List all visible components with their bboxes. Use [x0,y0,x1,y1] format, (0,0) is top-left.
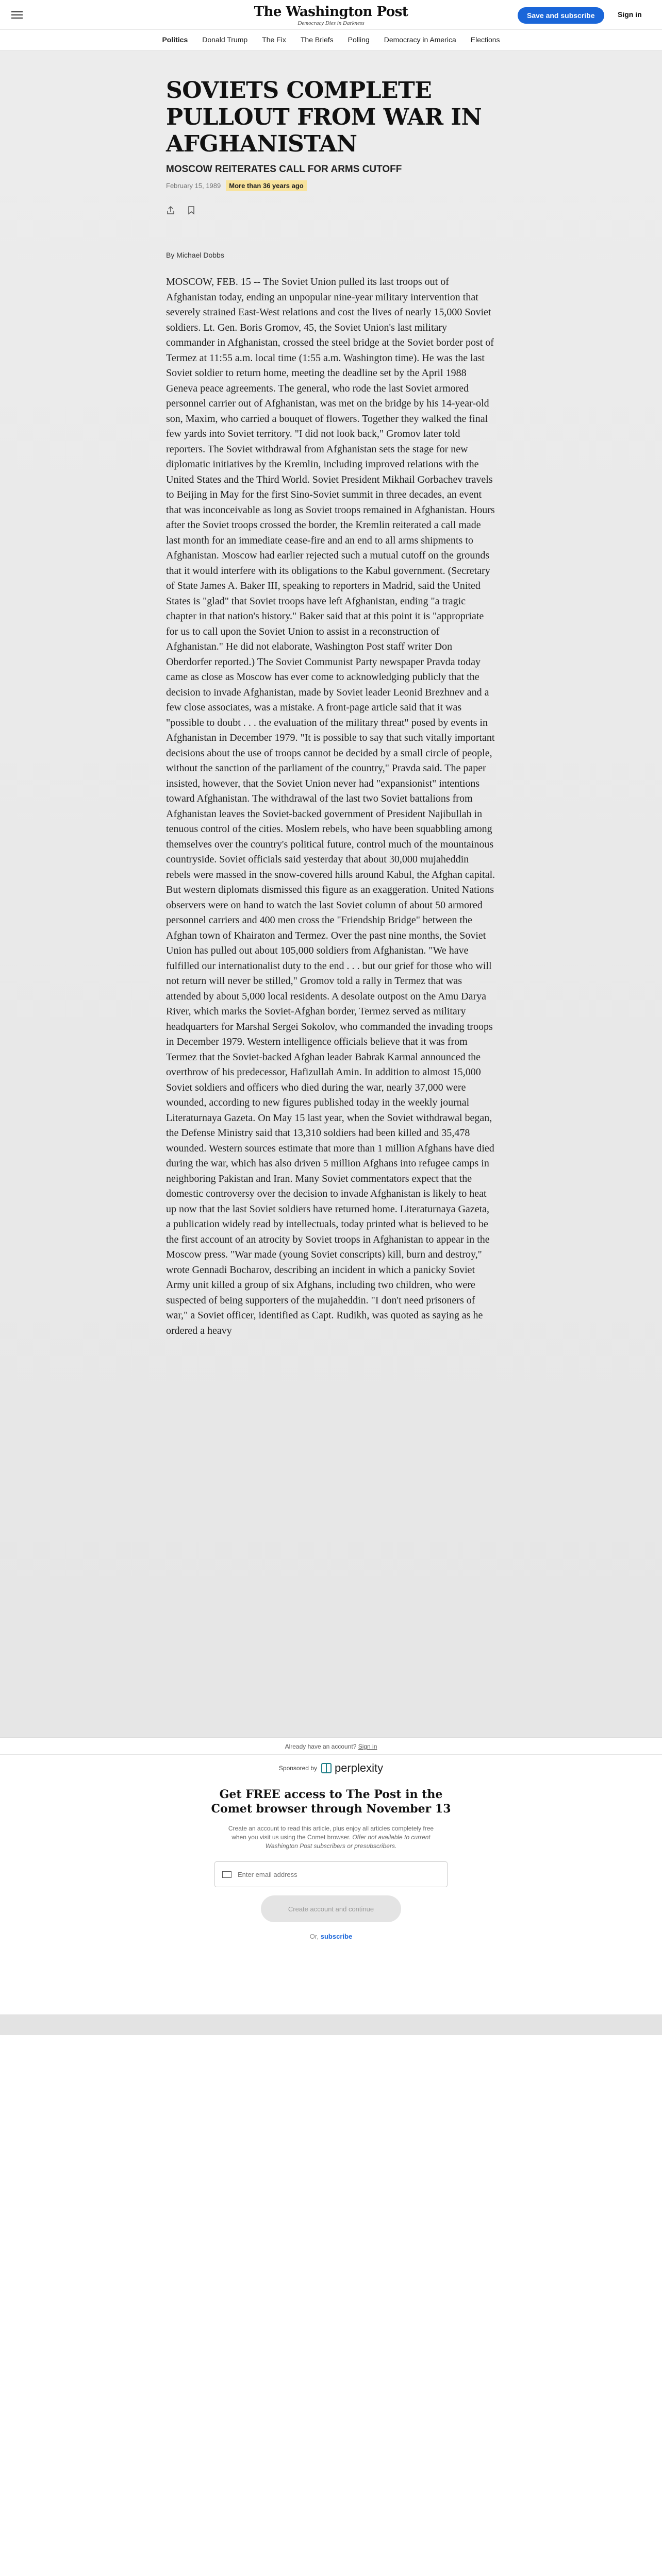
article-meta [166,180,496,191]
paywall-modal [0,1737,662,2014]
sponsor-line [0,1761,662,1775]
section-nav [0,30,662,50]
mail-icon [222,1871,231,1878]
nav-item-politics[interactable]: Politics [162,36,188,44]
sign-in-link[interactable]: Sign in [618,10,642,19]
subscribe-button[interactable]: Save and subscribe [518,7,604,24]
paywall-title: Get FREE access to The Post in the Comet browser through November 13 [211,1788,451,1816]
already-account [0,1743,662,1750]
or-subscribe [0,1933,662,1940]
article [166,77,496,1741]
email-input[interactable] [238,1871,434,1878]
article-tools [166,206,496,215]
nav-item-elections[interactable]: Elections [470,36,500,44]
email-field-wrapper[interactable] [214,1861,448,1887]
divider [0,1754,662,1755]
share-icon[interactable] [166,206,175,215]
article-subhead: MOSCOW REITERATES CALL FOR ARMS CUTOFF [166,164,402,175]
nav-item-the-fix[interactable]: The Fix [262,36,286,44]
paywall-desc-text: Create an account to read this article, plus enjoy all articles completely free when you visit us using the Comet browser. [228,1825,434,1841]
sponsor-logo [321,1761,383,1775]
bottom-band [0,2014,662,2035]
site-tagline: Democracy Dies in Darkness [297,20,365,26]
create-account-button[interactable]: Create account and continue [261,1895,401,1922]
subscribe-link[interactable]: subscribe [320,1933,353,1940]
already-account-text: Already have an account? [285,1743,357,1750]
sponsored-by-label: Sponsored by [278,1765,317,1772]
bookmark-icon[interactable] [187,206,196,215]
site-logo[interactable]: The Washington Post [254,4,408,20]
sponsor-name: perplexity [334,1761,384,1774]
perplexity-icon [321,1763,332,1773]
article-body: MOSCOW, FEB. 15 -- The Soviet Union pulled its last troops out of Afghanistan today, ending an unpopular nine-year military intervention that severely strained East-West relations and cost the lives of nearly 15,000 Soviet soldiers. Lt. Gen. Boris Gromov, 45, the Soviet Union's last military commander in Afghanistan, crossed the steel bridge at the Soviet border post of Termez at 11:55 a.m. local time (1:55 a.m. Washington time). He was the last Soviet soldier to return home, meeting the deadline set by the April 1988 Geneva peace agreements. The general, who rode the last Soviet armored personnel carrier out of Afghanistan, was met on the bridge by his 14-year-old son, Maxim, who carried a bouquet of flowers. Together they walked the final few yards into Soviet territory. "I did not look back," Gromov later told reporters. The Soviet withdrawal from Afghanistan sets the stage for new diplomatic initiatives by the Kremlin, including improved relations with the United States and the Third World. Soviet President Mikhail Gorbachev travels to Beijing in May for the first Sino-Soviet summit in three decades, an event that was inconceivable as long as Soviet troops remained in Afghanistan. Hours after the Soviet troops crossed the border, the Kremlin reiterated a call made last month for an immediate cease-fire and an end to all arms shipments to Afghanistan. Moscow had earlier rejected such a mutual cutoff on the grounds that it would interfere with its obligations to the Kabul government. (Secretary of State James A. Baker III, speaking to reporters in Madrid, said the United States is "glad" that Soviet troops have left Afghanistan, ending "a tragic chapter in that nation's history." Baker said that at this point it is "appropriate for us to call upon the Soviet Union to assist in a reconstruction of Afghanistan." He did not elaborate, Washington Post staff writer Don Oberdorfer reported.) The Soviet Communist Party newspaper Pravda today came as close as Moscow has ever come to acknowledging publicly that the decision to invade Afghanistan, made by Soviet leader Leonid Brezhnev and a few close associates, was a mistake. A front-page article said that it was "possible to doubt . . . the evaluation of the military threat" posed by events in Afghanistan in December 1979. "It is possible to say that such vitally important decisions about the use of troops cannot be decided by a small circle of people, without the sanction of the parliament of the country," Pravda said. The paper insisted, however, that the Soviet Union never had "expansionist" intentions toward Afghanistan. The withdrawal of the last two Soviet battalions from Afghanistan leaves the Soviet-backed government of President Najibullah in tenuous control of the cities. Moslem rebels, who have been squabbling among themselves over the country's political future, control much of the mountainous countryside. Soviet officials said yesterday that about 30,000 mujaheddin rebels were massed in the snow-covered hills around Kabul, the Afghan capital. But western diplomats dismissed this figure as an exaggeration. United Nations observers were on hand to watch the last Soviet column of about 50 armored personnel carriers and 400 men cross the "Friendship Bridge" between the Afghan town of Khairaton and Termez. Over the past nine months, the Soviet Union has pulled out about 105,000 soldiers from Afghanistan. "We have fulfilled our internationalist duty to the end . . . but our grief for those who will not return will never be stilled," Gromov told a rally in Termez that was attended by about 5,000 local residents. A desolate outpost on the Amu Darya River, which marks the Soviet-Afghan border, Termez served as military headquarters for Marshal Sergei Sokolov, who commanded the invading troops in December 1979. Western intelligence officials believe that it was from Termez that the Soviet-backed Afghan leader Babrak Karmal announced the overthrow of his predecessor, Hafizullah Amin. In addition to almost 15,000 Soviet soldiers and officers who died during the war, nearly 37,000 were wounded, according to new figures published today in the weekly journal Literaturnaya Gazeta. On May 15 last year, when the Soviet withdrawal began, the Defense Ministry said that 13,310 soldiers had been killed and 35,478 wounded. Western sources estimate that more than 1 million Afghans have died during the war, which has also driven 5 million Afghans into refugee camps in neighboring Pakistan and Iran. Many Soviet commentators expect that the domestic controversy over the decision to invade Afghanistan is likely to heat up now that the last Soviet soldiers have returned home. Literaturnaya Gazeta, a publication widely read by intellectuals, today printed what is believed to be the first account of an atrocity by Soviet troops in Afghanistan to appear in the Moscow press. "War made (young Soviet conscripts) kill, burn and destroy," wrote Gennadi Bocharov, describing an incident in which a panicky Soviet Army unit killed a group of six Afghans, including two children, who were suspected of being supporters of the mujaheddin. "I don't need prisoners of war," a Soviet officer, identified as Capt. Rudikh, was quoted as saying as he ordered a heavy [166,276,495,1336]
article-headline: SOVIETS COMPLETE PULLOUT FROM WAR IN AFGHANISTAN [166,77,482,157]
nav-item-polling[interactable]: Polling [347,36,370,44]
nav-item-democracy-in-america[interactable]: Democracy in America [384,36,456,44]
or-label: Or, [309,1933,319,1940]
article-byline[interactable]: By Michael Dobbs [166,251,224,259]
nav-item-the-briefs[interactable]: The Briefs [300,36,334,44]
paywall-description [223,1824,439,1851]
age-badge: More than 36 years ago [226,180,307,191]
paywall-fine-print: Offer not available to current Washington Post subscribers or presubscribers. [265,1834,431,1850]
top-bar [0,0,662,30]
nav-item-donald-trump[interactable]: Donald Trump [202,36,248,44]
paywall-sign-in-link[interactable]: Sign in [358,1743,377,1750]
article-date: February 15, 1989 [166,182,221,190]
